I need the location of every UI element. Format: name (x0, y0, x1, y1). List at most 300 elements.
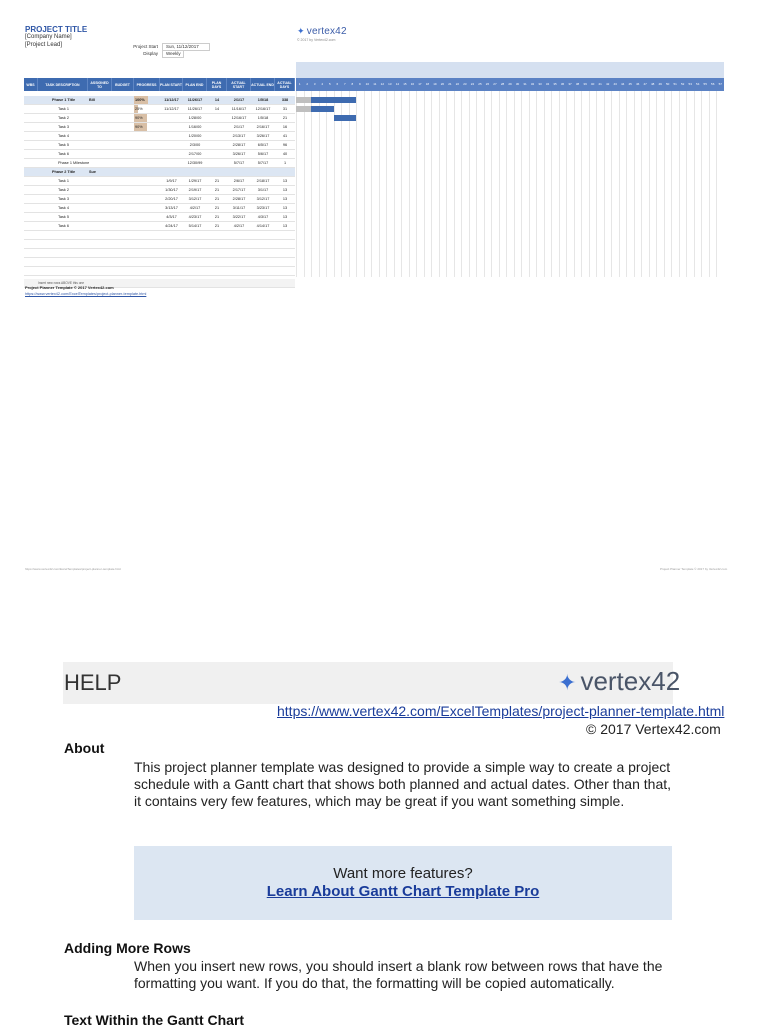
gantt-actual-bar (334, 115, 357, 121)
week-number: 35 (553, 82, 557, 86)
cell-aend[interactable]: 2/18/17 (256, 179, 270, 183)
week-number: 31 (523, 82, 527, 86)
task-row[interactable] (24, 213, 295, 222)
cell-pend[interactable] (184, 168, 206, 176)
gantt-gridline (394, 91, 395, 277)
cell-pdays[interactable] (208, 132, 226, 140)
cell-assigned[interactable] (89, 150, 111, 158)
cell-assigned[interactable] (89, 105, 111, 113)
logo-caption: © 2017 by Vertex42.com (297, 38, 336, 42)
week-number: 41 (598, 82, 602, 86)
cell-aend[interactable]: 4/14/17 (256, 224, 270, 228)
week-number: 45 (628, 82, 632, 86)
gantt-gridline (664, 91, 665, 277)
task-row[interactable] (24, 159, 295, 168)
gantt-gridline (559, 91, 560, 277)
cell-astart[interactable]: 3/26/17 (232, 152, 246, 156)
gantt-gridline (304, 91, 305, 277)
week-number: 28 (500, 82, 505, 86)
cell-pdays[interactable]: 14 (214, 107, 220, 111)
cell-progress[interactable] (135, 150, 159, 158)
gantt-gridline (679, 91, 680, 277)
task-row[interactable] (24, 141, 295, 150)
company-name: [Company Name] (25, 34, 72, 40)
cell-pstart[interactable]: 4/3/17 (166, 215, 177, 219)
column-header: PROGRESS (134, 78, 160, 91)
cell-pstart[interactable] (161, 168, 182, 176)
gantt-gridline (454, 91, 455, 277)
gantt-gridline (716, 91, 717, 277)
cell-progress[interactable] (135, 186, 159, 194)
adding-rows-heading: Adding More Rows (64, 940, 191, 956)
week-number: 18 (425, 82, 430, 86)
gantt-gridline (649, 91, 650, 277)
cell-adays[interactable]: 13 (282, 188, 288, 192)
week-number: 20 (440, 82, 445, 86)
gantt-gridline (319, 91, 320, 277)
week-number: 46 (635, 82, 640, 86)
cell-progress[interactable] (135, 204, 159, 212)
cell-aend[interactable]: 12/16/17 (255, 107, 271, 111)
cell-astart[interactable]: 2/13/17 (232, 134, 246, 138)
gantt-text-heading: Text Within the Gantt Chart (64, 1012, 245, 1028)
cell-progress[interactable] (135, 159, 159, 167)
cell-pend[interactable]: 4/23/17 (188, 215, 202, 219)
cell-aend[interactable]: 3/26/17 (256, 134, 270, 138)
cell-pend[interactable]: 1/20/00 (188, 134, 202, 138)
cell-astart[interactable]: 2/28/17 (232, 197, 246, 201)
gantt-gridline (694, 91, 695, 277)
about-text: This project planner template was designed to provide a simple way to create a project schedule with a Gantt chart that shows both planned and actual dates. Other than that, it contains very few features, which may be great if you want something simple. (134, 759, 672, 809)
gantt-gridline (484, 91, 485, 277)
week-number: 12 (380, 82, 385, 86)
week-number: 7 (343, 82, 346, 86)
cell-desc[interactable]: Phase 1 Title (52, 98, 76, 102)
help-copyright: © 2017 Vertex42.com (586, 721, 721, 737)
cell-pend[interactable]: 1/29/17 (188, 179, 202, 183)
week-number: 50 (666, 82, 670, 86)
cell-adays[interactable] (276, 168, 294, 176)
cell-astart[interactable]: 2/17/17 (232, 188, 246, 192)
cell-adays[interactable]: 1 (283, 161, 287, 165)
cell-assigned[interactable] (89, 195, 111, 203)
cell-pstart[interactable] (161, 123, 182, 131)
cell-adays[interactable]: 13 (282, 179, 288, 183)
cell-astart[interactable]: 3/11/17 (232, 206, 246, 210)
week-number: 4 (321, 82, 324, 86)
cell-progress[interactable] (135, 213, 159, 221)
cell-pend[interactable]: 11/26/17 (187, 98, 203, 102)
week-number: 8 (351, 82, 354, 86)
help-template-link[interactable]: https://www.vertex42.com/ExcelTemplates/project-planner-template.html (277, 703, 725, 719)
cell-pstart[interactable]: 11/12/17 (164, 107, 179, 111)
cell-desc[interactable]: Task 2 (58, 116, 69, 120)
column-header: BUDGET (112, 78, 134, 91)
cell-pend[interactable]: 2/3/00 (189, 143, 201, 147)
empty-row[interactable] (24, 231, 295, 240)
gantt-gridline (416, 91, 417, 277)
week-number: 24 (470, 82, 475, 86)
gantt-gridline (611, 91, 612, 277)
display-label: Display (143, 51, 158, 56)
cell-aend[interactable] (252, 168, 274, 176)
task-row[interactable] (24, 132, 295, 141)
cell-astart[interactable]: 3/22/17 (232, 215, 246, 219)
week-number: 29 (508, 82, 512, 86)
cell-assigned[interactable] (89, 114, 111, 122)
gantt-gridline (371, 91, 372, 277)
cell-pstart[interactable] (161, 132, 182, 140)
cell-pdays[interactable] (208, 141, 226, 149)
cell-pstart[interactable] (161, 114, 182, 122)
week-number: 10 (365, 82, 369, 86)
display-select[interactable]: Weekly (162, 50, 184, 58)
week-number: 19 (433, 82, 437, 86)
cell-assigned[interactable] (89, 141, 111, 149)
cell-pdays[interactable]: 21 (214, 215, 220, 219)
cell-progress[interactable]: 90% (135, 125, 143, 129)
week-number: 6 (336, 82, 339, 86)
week-number: 57 (718, 82, 722, 86)
adding-rows-text: When you insert new rows, you should insert a blank row between rows that have the formatting you want. If you do that, the formatting will be copied automatically. (134, 958, 663, 991)
week-number: 33 (538, 82, 542, 86)
phase-row[interactable] (24, 168, 295, 177)
cell-pend[interactable]: 5/14/17 (188, 224, 202, 228)
task-row[interactable] (24, 195, 295, 204)
cell-astart[interactable]: 2/1/17 (233, 98, 245, 102)
gantt-gridline (686, 91, 687, 277)
week-number: 11 (373, 82, 377, 86)
gantt-gridline (529, 91, 530, 277)
cell-assigned[interactable] (89, 132, 111, 140)
cell-progress[interactable]: 25% (135, 107, 143, 111)
cell-pend[interactable]: 1/28/00 (188, 116, 202, 120)
week-number: 54 (696, 82, 700, 86)
gantt-gridline (409, 91, 410, 277)
cell-desc[interactable]: Task 6 (58, 152, 69, 156)
cell-adays[interactable]: 41 (282, 134, 288, 138)
sheet-footer-title: Project Planner Template © 2017 Vertex42.com (25, 285, 114, 290)
empty-row[interactable] (24, 240, 295, 249)
gantt-gridline (476, 91, 477, 277)
week-number: 47 (643, 82, 647, 86)
task-row[interactable] (24, 222, 295, 231)
week-number: 55 (703, 82, 707, 86)
gantt-gridline (551, 91, 552, 277)
sheet-footer-link[interactable]: https://www.vertex42.com/ExcelTemplates/project-planner-template.html (25, 292, 147, 296)
gantt-gridline (521, 91, 522, 277)
gantt-gridline (469, 91, 470, 277)
cell-progress[interactable] (135, 132, 159, 140)
cell-astart[interactable] (228, 168, 250, 176)
gantt-gridline (506, 91, 507, 277)
cell-desc[interactable]: Task 2 (58, 188, 69, 192)
cell-pend[interactable]: 11/26/17 (187, 107, 203, 111)
task-row[interactable] (24, 177, 295, 186)
cell-assigned[interactable] (89, 204, 111, 212)
gantt-plan-bar (296, 97, 311, 103)
cell-assigned[interactable]: Bill (89, 98, 95, 102)
gantt-gridline (634, 91, 635, 277)
week-number: 40 (590, 82, 595, 86)
cell-astart[interactable]: 2/28/17 (232, 143, 246, 147)
gantt-date-header (296, 62, 724, 78)
cell-pstart[interactable] (161, 150, 182, 158)
gantt-gridline (499, 91, 500, 277)
gantt-gridline (424, 91, 425, 277)
cell-pend[interactable]: 12/30/99 (187, 161, 203, 165)
cell-desc[interactable]: Phase 2 Title (52, 170, 76, 174)
column-header: ACTUAL DAYS (275, 78, 295, 91)
cell-adays[interactable]: 338 (281, 98, 289, 102)
task-row[interactable] (24, 150, 295, 159)
cell-desc[interactable]: Task 1 (58, 179, 69, 183)
cell-aend[interactable]: 3/23/17 (256, 206, 270, 210)
gantt-gridline (536, 91, 537, 277)
cell-pdays[interactable] (208, 168, 226, 176)
gantt-actual-bar (311, 106, 334, 112)
gantt-gridline (439, 91, 440, 277)
gantt-gridline (401, 91, 402, 277)
week-number: 26 (485, 82, 490, 86)
project-title: PROJECT TITLE (25, 25, 88, 34)
empty-row[interactable] (24, 267, 295, 276)
cell-aend[interactable]: 4/3/17 (257, 215, 269, 219)
cell-pstart[interactable]: 2/20/17 (165, 197, 178, 201)
gantt-gridline (431, 91, 432, 277)
cell-pdays[interactable] (208, 114, 226, 122)
help-vertex42-logo: ✦ vertex42 (558, 666, 681, 696)
cell-pstart[interactable] (161, 141, 182, 149)
task-row[interactable] (24, 204, 295, 213)
cell-desc[interactable]: Task 4 (58, 134, 69, 138)
cell-pdays[interactable]: 21 (214, 206, 220, 210)
week-number: 51 (673, 82, 677, 86)
week-number: 22 (455, 82, 460, 86)
cell-desc[interactable]: Task 5 (58, 143, 69, 147)
cell-assigned[interactable] (89, 222, 111, 230)
cell-pstart[interactable]: 1/30/17 (165, 188, 178, 192)
gantt-gridline (596, 91, 597, 277)
gantt-gridline (544, 91, 545, 277)
cell-adays[interactable]: 13 (282, 197, 288, 201)
cell-desc[interactable]: Task 3 (58, 125, 69, 129)
week-number: 48 (650, 82, 655, 86)
gantt-gridline (701, 91, 702, 277)
week-number: 21 (448, 82, 452, 86)
cell-desc[interactable]: Task 1 (58, 107, 69, 111)
cell-aend[interactable]: 5/6/17 (257, 152, 269, 156)
cell-pstart[interactable]: 11/12/17 (164, 98, 179, 102)
gantt-gridline (364, 91, 365, 277)
cell-astart[interactable]: 11/16/17 (231, 107, 247, 111)
cell-pstart[interactable] (161, 159, 182, 167)
gantt-gridline (656, 91, 657, 277)
task-row[interactable] (24, 105, 295, 114)
week-number: 30 (515, 82, 520, 86)
gantt-gridline (581, 91, 582, 277)
gantt-gridline (566, 91, 567, 277)
cell-astart[interactable]: 4/2/17 (233, 224, 245, 228)
cell-aend[interactable]: 3/12/17 (256, 197, 270, 201)
week-number: 17 (418, 82, 422, 86)
project-start-label: Project Start (133, 44, 158, 49)
cell-pdays[interactable]: 21 (214, 197, 220, 201)
week-number: 14 (395, 82, 400, 86)
week-number: 2 (306, 82, 309, 86)
promo-text: Want more features? (333, 865, 473, 882)
column-header: ACTUAL END (251, 78, 275, 91)
empty-row[interactable] (24, 258, 295, 267)
cell-adays[interactable]: 16 (282, 125, 288, 129)
gantt-gridline (379, 91, 380, 277)
week-number: 5 (328, 82, 331, 86)
week-number: 44 (620, 82, 625, 86)
promo-link[interactable]: Learn About Gantt Chart Template Pro (266, 883, 540, 900)
cell-pstart[interactable]: 3/13/17 (165, 206, 178, 210)
cell-assigned[interactable] (89, 186, 111, 194)
cell-aend[interactable]: 2/16/17 (256, 125, 270, 129)
cell-adays[interactable]: 13 (282, 224, 288, 228)
cell-pend[interactable]: 1/16/00 (188, 125, 202, 129)
gantt-gridline (574, 91, 575, 277)
week-number: 52 (681, 82, 685, 86)
cell-pdays[interactable] (208, 150, 226, 158)
gantt-gridline (491, 91, 492, 277)
gantt-gridline (386, 91, 387, 277)
cell-astart[interactable]: 12/16/17 (231, 116, 247, 120)
cell-adays[interactable]: 40 (282, 152, 288, 156)
cell-pdays[interactable]: 21 (214, 224, 220, 228)
gantt-gridline (356, 91, 357, 277)
week-number: 25 (478, 82, 482, 86)
cell-adays[interactable]: 21 (282, 116, 288, 120)
cell-assigned[interactable] (89, 123, 111, 131)
cell-desc[interactable]: Phase 1 Milestone (58, 161, 90, 165)
column-header: ACTUAL START (227, 78, 251, 91)
cell-assigned[interactable] (89, 213, 111, 221)
cell-aend[interactable]: 5/7/17 (257, 161, 269, 165)
week-number: 32 (530, 82, 535, 86)
cell-progress[interactable]: 100% (135, 98, 145, 102)
about-heading: About (64, 740, 105, 756)
cell-aend[interactable]: 1/5/18 (257, 98, 269, 102)
gantt-gridline (626, 91, 627, 277)
gantt-gridline (326, 91, 327, 277)
cell-pend[interactable]: 2/17/00 (188, 152, 202, 156)
cell-astart[interactable]: 2/1/17 (233, 125, 245, 129)
cell-progress[interactable] (135, 177, 159, 185)
week-number: 16 (410, 82, 415, 86)
cell-desc[interactable]: Task 5 (58, 215, 69, 219)
column-header: PLAN START (160, 78, 183, 91)
gantt-gridline (514, 91, 515, 277)
cell-pstart[interactable]: 1/9/17 (166, 179, 177, 183)
cell-pdays[interactable]: 21 (214, 188, 220, 192)
gantt-gridline (641, 91, 642, 277)
cell-pdays[interactable]: 21 (214, 179, 220, 183)
insert-row-note: Insert new rows ABOVE this one (38, 281, 85, 285)
vertex42-logo: ✦ vertex42 (297, 26, 347, 37)
week-number: 38 (575, 82, 580, 86)
week-number: 23 (463, 82, 467, 86)
gantt-gridline (296, 91, 297, 277)
cell-progress[interactable] (135, 222, 159, 230)
cell-aend[interactable]: 3/1/17 (257, 188, 269, 192)
cell-desc[interactable]: Task 3 (58, 197, 69, 201)
gantt-gridline (461, 91, 462, 277)
project-start-field[interactable]: Sun, 11/12/2017 (162, 43, 210, 51)
cell-progress[interactable] (135, 168, 159, 176)
cell-progress[interactable] (135, 195, 159, 203)
project-lead: [Project Lead] (25, 42, 63, 48)
vertex42-mark-icon: ✦ (558, 670, 577, 695)
cell-progress[interactable] (135, 141, 159, 149)
task-table (24, 78, 295, 285)
vertex42-mark-icon: ✦ (297, 26, 305, 36)
column-header: PLAN DAYS (207, 78, 227, 91)
cell-pdays[interactable]: 14 (214, 98, 220, 102)
cell-progress[interactable]: 90% (135, 116, 143, 120)
week-number: 39 (583, 82, 587, 86)
task-row[interactable] (24, 114, 295, 123)
cell-pend[interactable]: 4/2/17 (189, 206, 201, 210)
cell-pdays[interactable] (208, 159, 226, 167)
task-row[interactable] (24, 186, 295, 195)
week-number: 3 (313, 82, 316, 86)
column-header: TASK DESCRIPTION (38, 78, 88, 91)
week-number: 49 (658, 82, 662, 86)
cell-desc[interactable]: Task 6 (58, 224, 69, 228)
gantt-gridline (671, 91, 672, 277)
cell-assigned[interactable] (89, 177, 111, 185)
cell-pend[interactable]: 3/12/17 (188, 197, 202, 201)
week-number: 37 (568, 82, 572, 86)
week-number: 56 (711, 82, 715, 86)
cell-aend[interactable]: 6/5/17 (257, 143, 269, 147)
cell-pstart[interactable]: 4/24/17 (165, 224, 178, 228)
gantt-gridline (311, 91, 312, 277)
cell-adays[interactable]: 13 (282, 215, 288, 219)
week-number: 36 (560, 82, 565, 86)
cell-adays[interactable]: 31 (282, 107, 288, 111)
gantt-chart (296, 62, 724, 277)
gantt-gridline (604, 91, 605, 277)
page-footer-right: Project Planner Template © 2017 by Vertex42.com (660, 567, 728, 571)
cell-assigned[interactable] (89, 159, 111, 167)
gantt-plan-bar (296, 106, 311, 112)
page-footer-left: https://www.vertex42.com/ExcelTemplates/project-planner-template.html (25, 567, 121, 571)
cell-aend[interactable]: 1/5/18 (257, 116, 269, 120)
cell-adays[interactable]: 13 (282, 206, 288, 210)
cell-astart[interactable]: 2/6/17 (233, 179, 245, 183)
cell-pend[interactable]: 2/19/17 (188, 188, 202, 192)
column-header: WBS (24, 78, 38, 91)
phase-row[interactable] (24, 96, 295, 105)
gantt-gridline (619, 91, 620, 277)
empty-row[interactable] (24, 249, 295, 258)
task-row[interactable] (24, 123, 295, 132)
cell-desc[interactable]: Task 4 (58, 206, 69, 210)
gantt-gridline (709, 91, 710, 277)
column-header: PLAN END (183, 78, 207, 91)
week-number: 34 (545, 82, 550, 86)
cell-assigned[interactable]: Sue (89, 170, 96, 174)
week-number: 9 (358, 82, 361, 86)
cell-pdays[interactable] (208, 123, 226, 131)
cell-astart[interactable]: 5/7/17 (233, 161, 245, 165)
cell-adays[interactable]: 96 (282, 143, 288, 147)
